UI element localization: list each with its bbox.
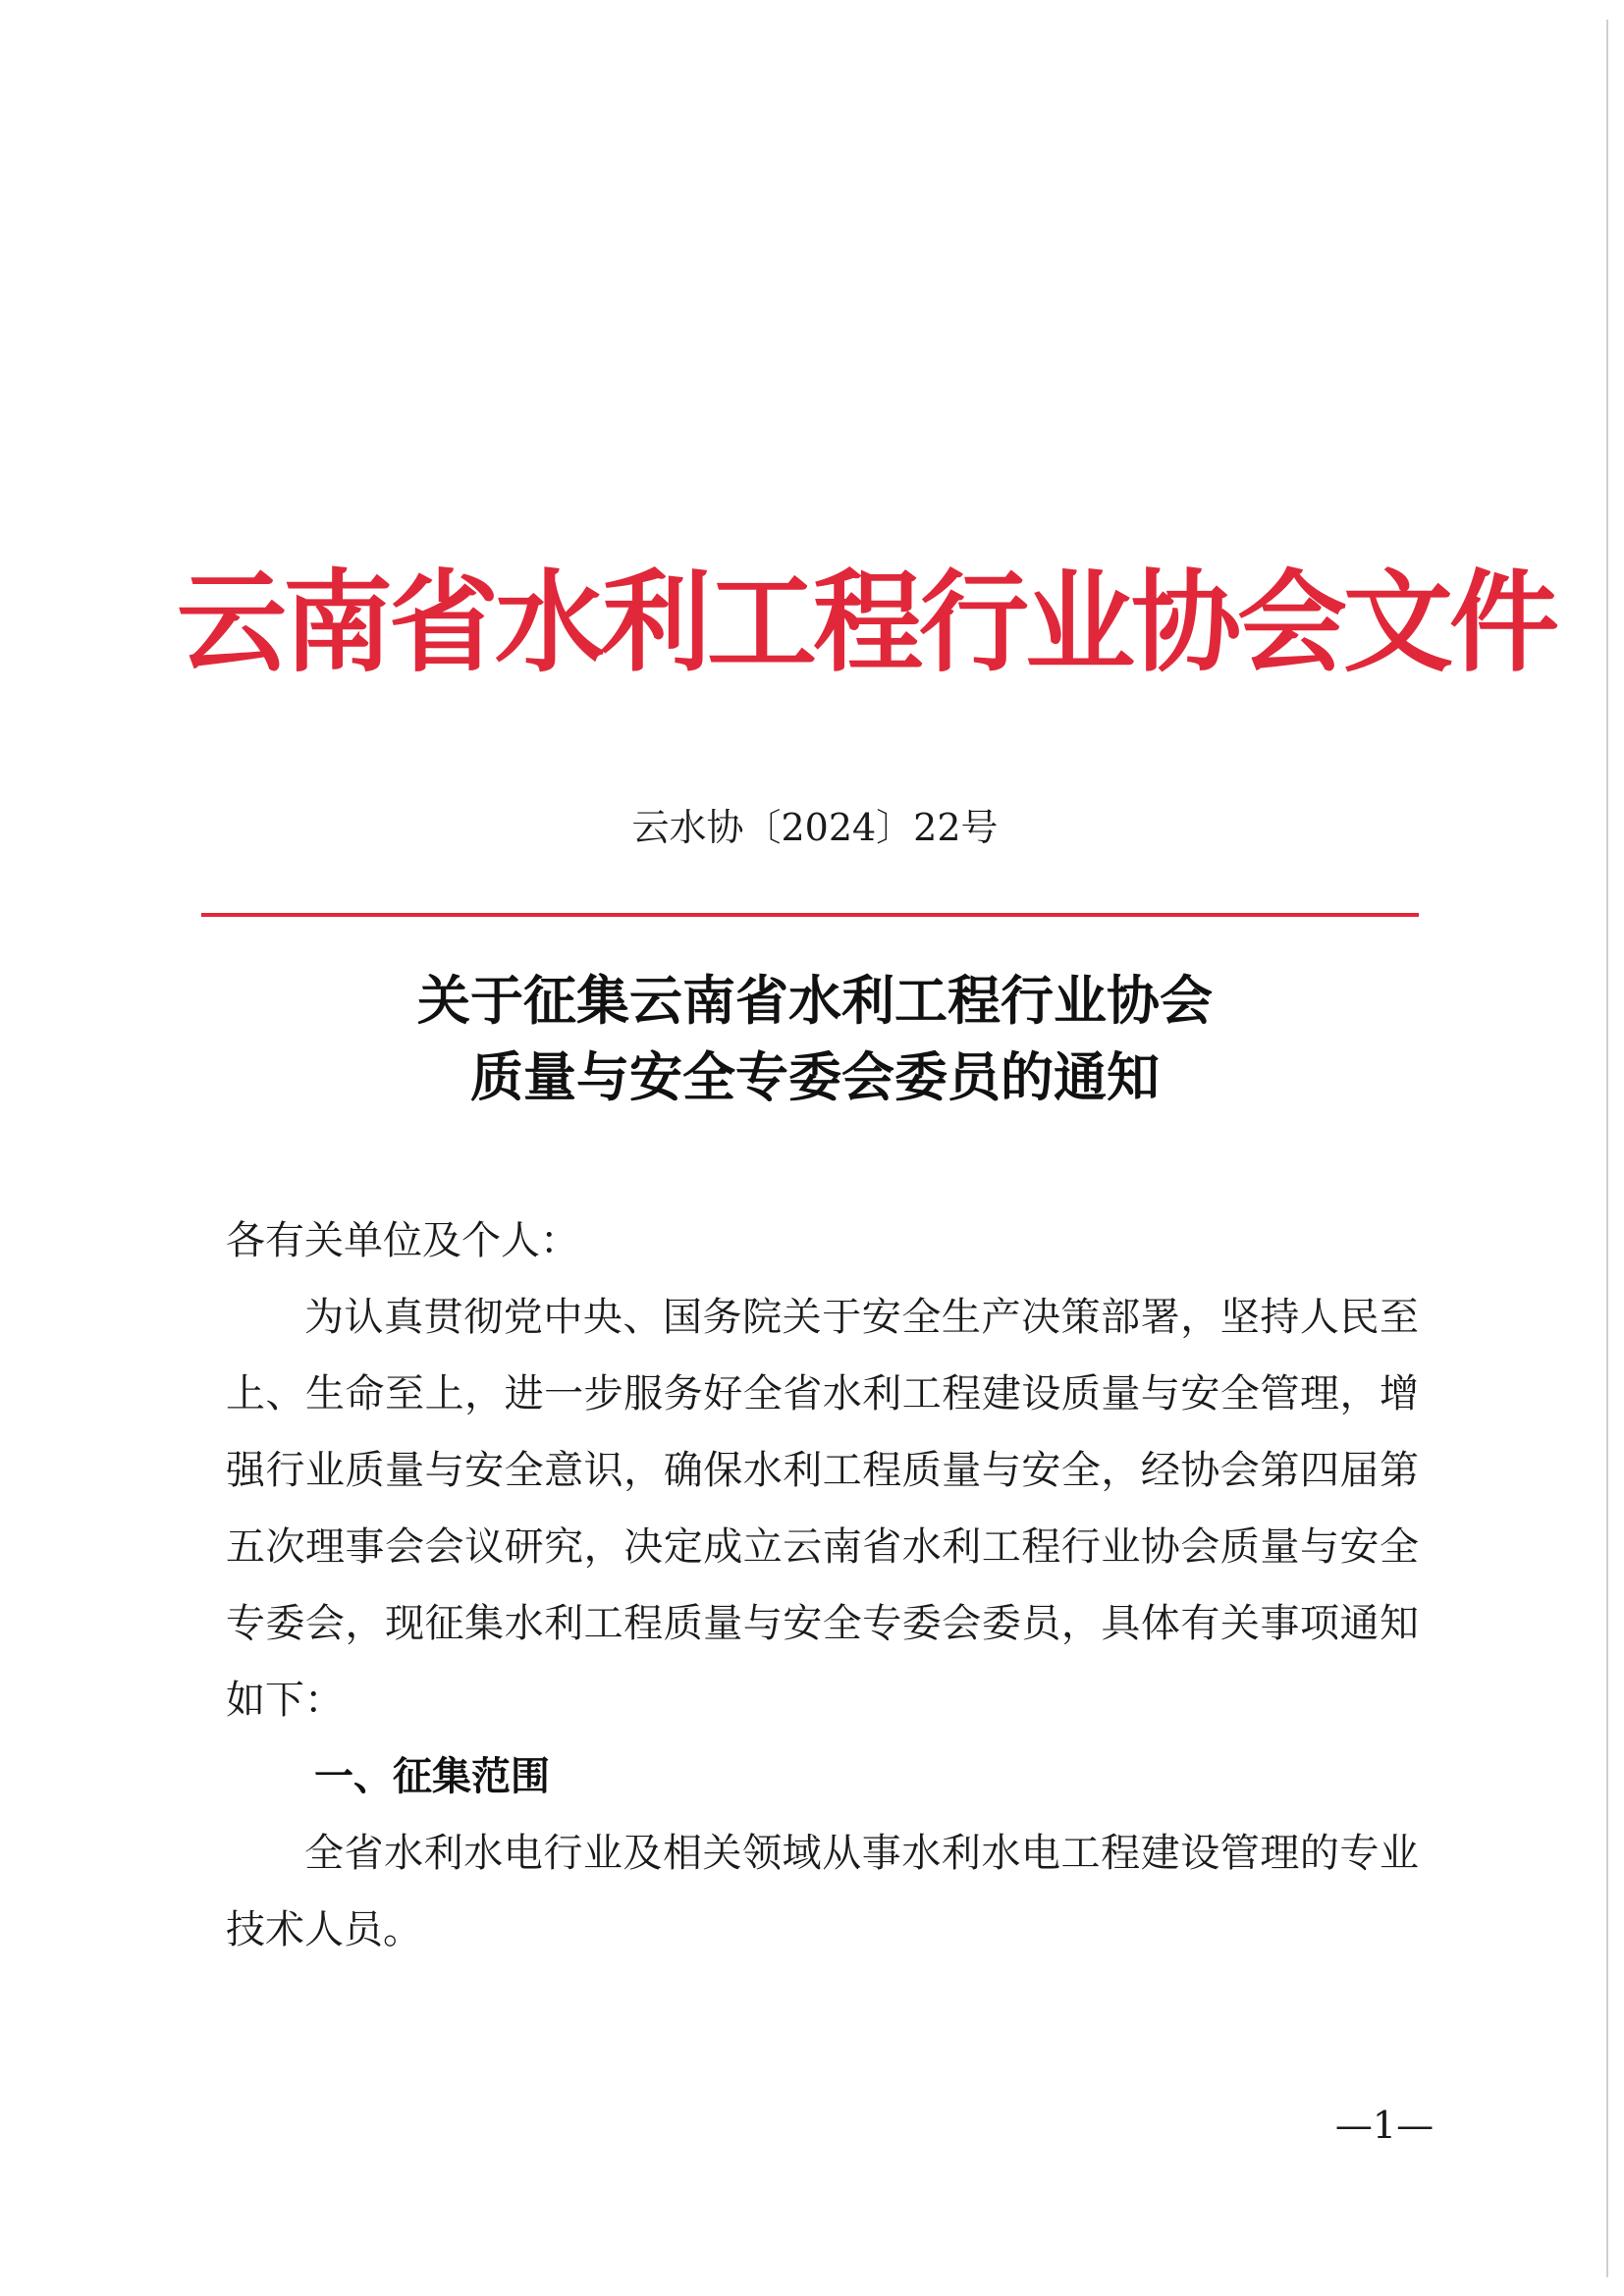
section-heading-1: 一、征集范围 <box>314 1754 550 1799</box>
document-title <box>177 962 1453 1115</box>
title-line-1: 关于征集云南省水利工程行业协会 <box>417 969 1213 1032</box>
page-number: —1— <box>1334 2104 1435 2147</box>
salutation: 各有关单位及个人： <box>226 1218 579 1263</box>
red-divider-line <box>201 913 1419 917</box>
document-body <box>226 1202 1419 1968</box>
org-header: 云南省水利工程行业协会文件 <box>177 559 1555 687</box>
intro-paragraph: 为认真贯彻党中央、国务院关于安全生产决策部署，坚持人民至上、生命至上，进一步服务好全省水利工程建设质量与安全管理，增强行业质量与安全意识，确保水利工程质量与安全，经协会第四届第五次理事会会议研究，决定成立云南省水利工程行业协会质量与安全专委会，现征集水利工程质量与安全专委会委员，具体有关事项通知如下： <box>226 1295 1419 1723</box>
scan-edge-line <box>1606 20 1608 2277</box>
title-line-2: 质量与安全专委会委员的通知 <box>470 1045 1160 1108</box>
doc-number: 云水协〔2024〕22号 <box>631 806 999 849</box>
section-1-text: 全省水利水电行业及相关领域从事水利水电工程建设管理的专业技术人员。 <box>226 1831 1419 1952</box>
